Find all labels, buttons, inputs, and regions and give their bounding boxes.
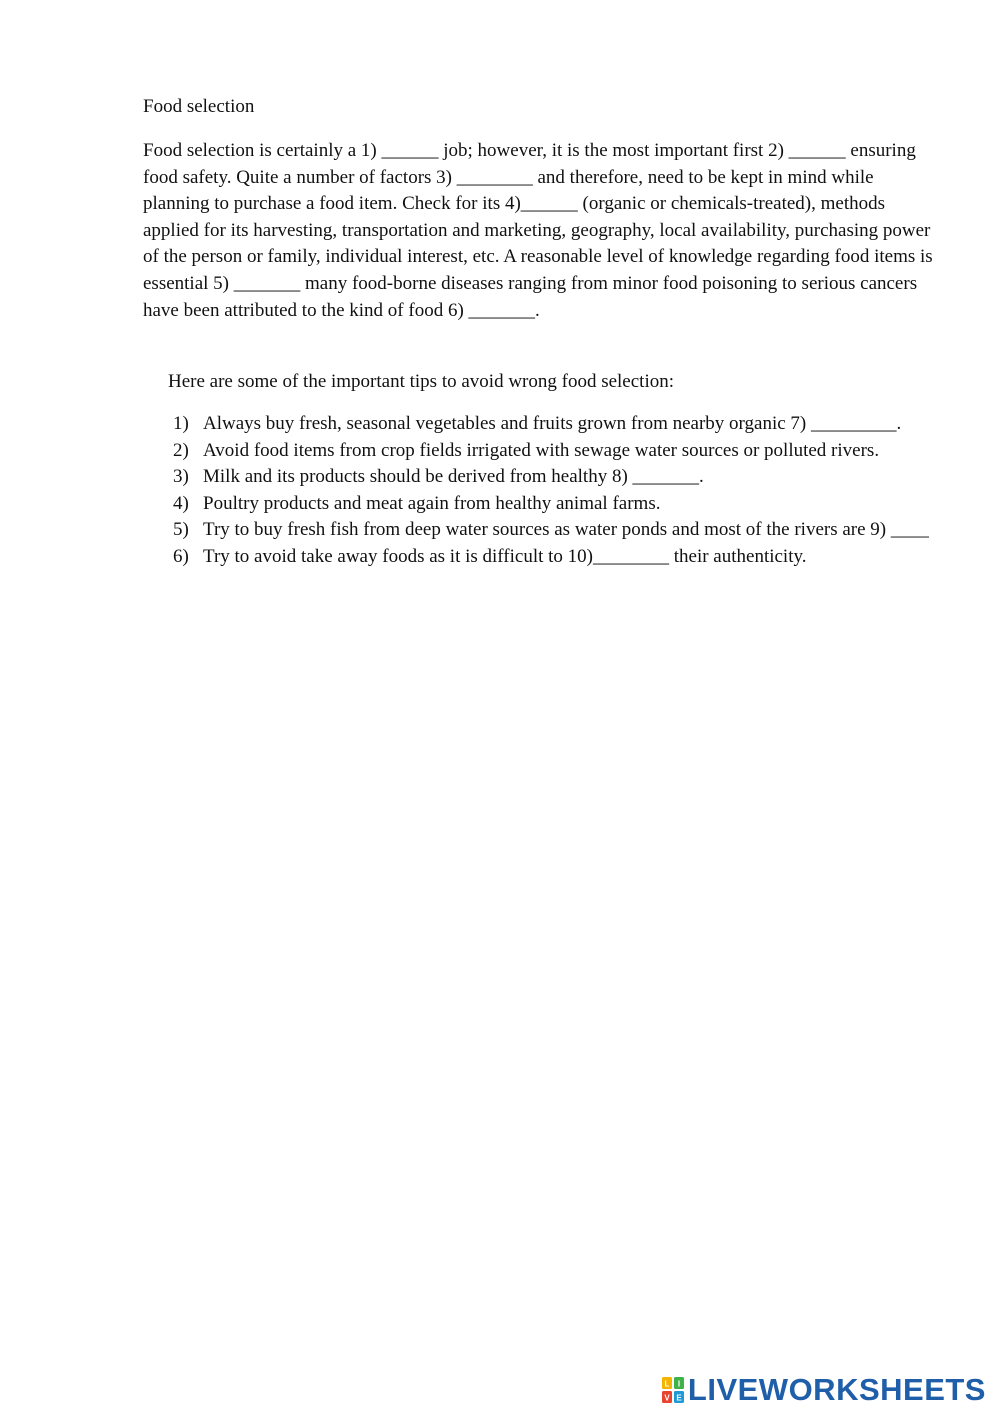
svg-text:V: V <box>664 1393 670 1403</box>
list-item-text: Always buy fresh, seasonal vegetables and fruits grown from nearby organic 7) _________. <box>203 413 902 434</box>
svg-text:L: L <box>664 1379 670 1389</box>
list-item-text: Try to avoid take away foods as it is difficult to 10)________ their authenticity. <box>203 545 807 567</box>
list-item <box>0 491 943 518</box>
svg-text:I: I <box>677 1379 681 1389</box>
liveworksheets-logo-icon <box>662 1377 684 1403</box>
page-title: Food selection <box>143 96 255 117</box>
list-item-number: 1) <box>173 413 189 434</box>
list-item <box>0 411 943 438</box>
list-item-text: Avoid food items from crop fields irrigated with sewage water sources or polluted rivers. <box>203 439 880 461</box>
list-item-number: 3) <box>173 466 189 488</box>
list-item-number: 5) <box>173 519 189 541</box>
list-item <box>0 544 943 571</box>
list-item-number: 4) <box>173 492 189 514</box>
list-item-text: Try to buy fresh fish from deep water sources as water ponds and most of the rivers are 9) ____ <box>203 519 929 541</box>
logo-text: LIVEWORKSHEETS <box>687 1372 986 1407</box>
list-item <box>0 464 943 491</box>
list-item-number: 6) <box>173 545 189 567</box>
list-item-number: 2) <box>173 439 189 461</box>
main-paragraph: Food selection is certainly a 1) ______ job; however, it is the most important first 2) ______ ensuring food safety. Quite a number of factors 3) ________ and therefore, need to be kept in mind while planning to purchase a food item. Check for its 4)______ (organic or chemicals-treated), methods applied for its harvesting, transportation and marketing, geography, local availability, purchasing power of the person or family, individual interest, etc. A reasonable level of knowledge regarding food items is essential 5) _______ many food-borne diseases ranging from minor food poisoning to serious cancers have been attributed to the kind of food 6) _______. <box>143 140 933 321</box>
tips-intro: Here are some of the important tips to avoid wrong food selection: <box>168 371 675 392</box>
svg-text:E: E <box>676 1393 682 1403</box>
liveworksheets-logo[interactable] <box>662 1372 986 1408</box>
list-item-text: Milk and its products should be derived from healthy 8) _______. <box>203 466 704 488</box>
list-item <box>0 517 943 544</box>
list-item-text: Poultry products and meat again from healthy animal farms. <box>203 492 661 514</box>
list-item <box>0 438 943 465</box>
tips-list <box>0 411 1000 571</box>
